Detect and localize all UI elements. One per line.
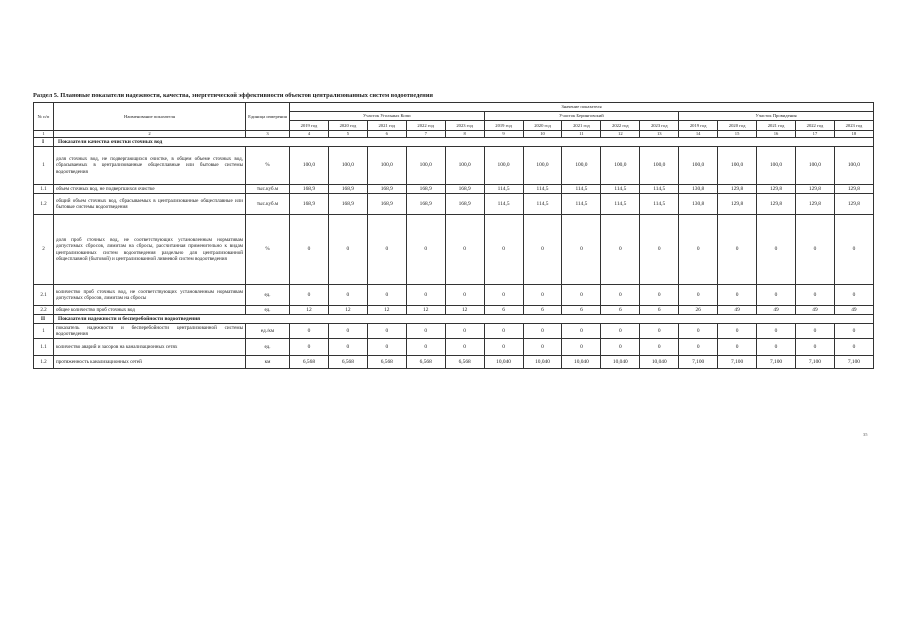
row-value: 100,0 [562,147,601,185]
row-value: 6,568 [406,356,445,369]
row-value: 12 [406,306,445,315]
column-number: 13 [640,131,679,138]
row-value: 10,040 [562,356,601,369]
row-value: 100,0 [406,147,445,185]
table-row [34,147,874,185]
row-unit: ед. [246,339,290,356]
row-value: 100,0 [795,147,834,185]
row-value: 0 [718,285,757,306]
row-value: 168,9 [406,185,445,194]
row-unit: % [246,215,290,285]
column-numbers-row [34,131,874,138]
row-value: 0 [523,324,562,339]
table-row [34,215,874,285]
header-name: Наименование показателя [54,103,246,131]
row-value: 130,8 [679,185,718,194]
section-title: Показатели надежности и бесперебойности водоотведения [54,315,874,324]
row-value: 0 [406,339,445,356]
row-value: 0 [290,339,329,356]
row-value: 114,5 [562,185,601,194]
row-unit: тыс.куб.м [246,194,290,215]
page-number: 35 [863,432,868,437]
row-value: 168,9 [445,185,484,194]
header-year: 2021 год [367,121,406,131]
row-unit: ед. [246,285,290,306]
section-num: I [34,138,54,147]
table-row [34,324,874,339]
row-value: 0 [367,215,406,285]
header-year: 2020 год [328,121,367,131]
row-value: 12 [445,306,484,315]
row-value: 0 [484,285,523,306]
row-value: 0 [834,285,873,306]
row-name: доля сточных вод, не подвергающихся очистке, в общем объеме сточных вод, сбрасываемых в централизованные общесплавные или бытовые системы водоотведения [54,147,246,185]
row-value: 12 [328,306,367,315]
row-value: 0 [640,324,679,339]
column-number: 16 [757,131,796,138]
row-value: 0 [290,324,329,339]
row-value: 10,040 [523,356,562,369]
row-value: 0 [601,285,640,306]
row-value: 0 [679,285,718,306]
row-value: 0 [834,324,873,339]
row-num: 2.1 [34,285,54,306]
row-value: 0 [523,339,562,356]
row-value: 0 [445,324,484,339]
column-number: 17 [795,131,834,138]
row-unit: км [246,356,290,369]
row-value: 0 [484,339,523,356]
row-value: 168,9 [367,185,406,194]
row-value: 129,8 [757,185,796,194]
row-value: 0 [328,324,367,339]
row-value: 0 [562,285,601,306]
row-value: 6 [523,306,562,315]
row-value: 114,5 [640,185,679,194]
row-value: 26 [679,306,718,315]
row-value: 100,0 [679,147,718,185]
row-value: 0 [328,339,367,356]
row-value: 49 [718,306,757,315]
row-value: 0 [679,339,718,356]
row-value: 100,0 [523,147,562,185]
row-value: 6 [484,306,523,315]
header-year: 2019 год [679,121,718,131]
row-value: 0 [601,339,640,356]
table-row [34,285,874,306]
row-value: 100,0 [757,147,796,185]
row-value: 6,568 [445,356,484,369]
header-year: 2019 год [484,121,523,131]
row-value: 129,8 [834,185,873,194]
row-value: 0 [795,324,834,339]
row-unit: ед./км [246,324,290,339]
row-unit: тыс.куб.м [246,185,290,194]
row-value: 0 [679,215,718,285]
header-site: Участок Провидения [679,112,874,121]
row-value: 0 [757,285,796,306]
row-value: 100,0 [718,147,757,185]
section-title: Показатели качества очистки сточных вод [54,138,874,147]
row-value: 12 [367,306,406,315]
column-number: 14 [679,131,718,138]
table-row [34,194,874,215]
row-value: 100,0 [601,147,640,185]
row-num: 1 [34,324,54,339]
row-num: 1.2 [34,356,54,369]
row-value: 100,0 [640,147,679,185]
row-value: 0 [757,215,796,285]
row-num: 1 [34,147,54,185]
row-value: 0 [290,215,329,285]
header-year: 2022 год [601,121,640,131]
row-unit: ед. [246,306,290,315]
row-value: 0 [484,215,523,285]
column-number: 5 [328,131,367,138]
row-value: 0 [795,285,834,306]
row-value: 0 [445,215,484,285]
header-year: 2022 год [406,121,445,131]
row-value: 0 [757,339,796,356]
row-value: 0 [406,324,445,339]
row-value: 0 [367,339,406,356]
row-name: количество аварий и засоров на канализационных сетях [54,339,246,356]
row-value: 129,8 [757,194,796,215]
row-value: 129,8 [795,185,834,194]
row-value: 0 [640,339,679,356]
row-value: 0 [757,324,796,339]
row-value: 12 [290,306,329,315]
row-value: 0 [290,285,329,306]
row-value: 0 [523,285,562,306]
column-number: 2 [54,131,246,138]
column-number: 11 [562,131,601,138]
row-value: 0 [484,324,523,339]
row-value: 0 [718,324,757,339]
indicators-table [33,102,874,369]
row-value: 49 [795,306,834,315]
header-year: 2022 год [795,121,834,131]
row-value: 100,0 [445,147,484,185]
row-value: 0 [367,285,406,306]
row-value: 7,100 [795,356,834,369]
table-row [34,339,874,356]
row-value: 114,5 [601,185,640,194]
row-value: 7,100 [718,356,757,369]
row-num: 2 [34,215,54,285]
row-value: 0 [718,215,757,285]
row-value: 0 [562,339,601,356]
row-value: 0 [406,215,445,285]
row-value: 10,040 [640,356,679,369]
row-value: 0 [795,339,834,356]
row-value: 0 [367,324,406,339]
column-number: 8 [445,131,484,138]
row-value: 0 [601,324,640,339]
row-value: 7,100 [834,356,873,369]
row-value: 6,568 [290,356,329,369]
row-value: 114,5 [562,194,601,215]
row-value: 0 [523,215,562,285]
column-number: 3 [246,131,290,138]
row-value: 129,8 [834,194,873,215]
row-value: 10,040 [484,356,523,369]
row-value: 0 [562,324,601,339]
column-number: 9 [484,131,523,138]
page-title: Раздел 5. Плановые показатели надежности, качества, энергетической эффективности объектов централизованных систем водоотведения [33,92,433,99]
column-number: 18 [834,131,873,138]
row-value: 0 [640,215,679,285]
row-value: 6 [601,306,640,315]
row-value: 100,0 [484,147,523,185]
row-value: 100,0 [834,147,873,185]
row-num: 1.1 [34,185,54,194]
header-num: № п/п [34,103,54,131]
row-value: 168,9 [367,194,406,215]
column-number: 7 [406,131,445,138]
row-value: 0 [328,215,367,285]
row-name: показатель надежности и бесперебойности централизованной системы водоотведения [54,324,246,339]
row-value: 130,8 [679,194,718,215]
row-num: 1.2 [34,194,54,215]
row-num: 2.2 [34,306,54,315]
header-year: 2023 год [445,121,484,131]
row-name: объем сточных вод, не подвергшихся очистке [54,185,246,194]
row-value: 129,8 [718,194,757,215]
row-value: 10,040 [601,356,640,369]
row-value: 100,0 [328,147,367,185]
row-unit: % [246,147,290,185]
row-value: 114,5 [484,194,523,215]
header-year: 2020 год [718,121,757,131]
row-value: 0 [834,339,873,356]
row-value: 114,5 [523,185,562,194]
header-site: Участок Беринговский [484,112,679,121]
row-value: 0 [562,215,601,285]
row-name: протяженность канализационных сетей [54,356,246,369]
row-value: 0 [406,285,445,306]
row-name: общее количество проб сточных вод [54,306,246,315]
row-value: 6 [640,306,679,315]
row-value: 0 [640,285,679,306]
row-value: 0 [445,339,484,356]
header-year: 2019 год [290,121,329,131]
row-value: 100,0 [290,147,329,185]
section-num: II [34,315,54,324]
row-value: 0 [445,285,484,306]
header-value: Значение показателя [290,103,874,112]
row-name: количество проб сточных вод, не соответствующих установленным нормативам допустимых сбросов, лимитам на сбросы [54,285,246,306]
row-value: 129,8 [718,185,757,194]
row-value: 168,9 [290,185,329,194]
row-value: 168,9 [290,194,329,215]
row-num: 1.1 [34,339,54,356]
row-value: 6 [562,306,601,315]
row-value: 0 [328,285,367,306]
header-row [34,103,874,112]
table-row [34,356,874,369]
column-number: 15 [718,131,757,138]
header-year: 2023 год [834,121,873,131]
row-value: 114,5 [601,194,640,215]
column-number: 1 [34,131,54,138]
row-value: 0 [718,339,757,356]
header-year: 2021 год [757,121,796,131]
column-number: 4 [290,131,329,138]
header-unit: Единица измерения [246,103,290,131]
row-value: 114,5 [640,194,679,215]
header-year: 2021 год [562,121,601,131]
table-row [34,185,874,194]
row-value: 0 [679,324,718,339]
row-value: 168,9 [445,194,484,215]
row-value: 168,9 [328,194,367,215]
row-value: 7,100 [679,356,718,369]
table-row [34,306,874,315]
row-value: 7,100 [757,356,796,369]
row-value: 168,9 [406,194,445,215]
row-value: 0 [795,215,834,285]
row-value: 6,568 [328,356,367,369]
header-year: 2023 год [640,121,679,131]
section-row [34,138,874,147]
header-site: Участок Угольных Копи [290,112,485,121]
row-value: 168,9 [328,185,367,194]
column-number: 10 [523,131,562,138]
row-value: 100,0 [367,147,406,185]
row-name: доля проб сточных вод, не соответствующих установленным нормативам допустимых сбросов, лимитам на сбросы, рассчитанная применительно к видам централизованных систем водоотведения раздельно для централизованной общесплавной (бытовой) и централизованной ливневой систем водоотведения [54,215,246,285]
row-value: 114,5 [523,194,562,215]
row-value: 114,5 [484,185,523,194]
row-name: общий объем сточных вод, сбрасываемых в централизованные общесплавные или бытовые системы водоотведения [54,194,246,215]
row-value: 0 [601,215,640,285]
section-row [34,315,874,324]
column-number: 6 [367,131,406,138]
row-value: 129,8 [795,194,834,215]
column-number: 12 [601,131,640,138]
row-value: 49 [757,306,796,315]
row-value: 49 [834,306,873,315]
header-year: 2020 год [523,121,562,131]
row-value: 6,568 [367,356,406,369]
row-value: 0 [834,215,873,285]
